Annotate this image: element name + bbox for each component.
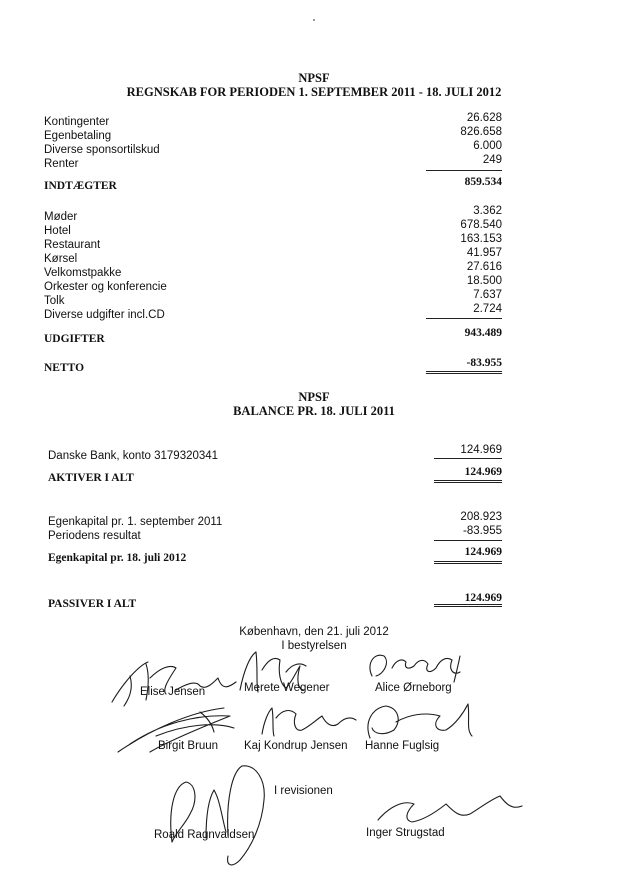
netto-value: -83.955 — [466, 357, 502, 369]
expense-total-value: 943.489 — [464, 327, 502, 339]
signer-name: Roald Ragnvaldsen — [154, 829, 255, 841]
expense-value: 3.362 — [473, 205, 502, 217]
income-value: 826.658 — [460, 126, 502, 138]
signer-name: Hanne Fuglsig — [365, 740, 440, 752]
expense-label: Kørsel — [44, 253, 78, 265]
regnskab-title: REGNSKAB FOR PERIODEN 1. SEPTEMBER 2011 - 18. JULI 2012 — [126, 85, 502, 99]
egenkapital-end-label: Egenkapital pr. 18. juli 2012 — [48, 552, 187, 564]
place-date: København, den 21. juli 2012 — [239, 626, 389, 638]
expense-value: 18.500 — [466, 275, 502, 287]
passiver-label: PASSIVER I ALT — [48, 598, 137, 610]
expense-label: Restaurant — [44, 239, 101, 251]
balance-org: NPSF — [298, 390, 330, 404]
signer-name: Inger Strugstad — [366, 827, 445, 839]
egenkapital-end-value: 124.969 — [464, 546, 502, 558]
aktiver-label: AKTIVER I ALT — [48, 472, 134, 484]
expense-value: 41.957 — [466, 247, 502, 259]
signer-name: Elise Jensen — [140, 686, 206, 698]
regnskab-org: NPSF — [298, 71, 330, 85]
aktiver-value: 124.969 — [464, 466, 502, 478]
signer-name: Merete Wegener — [244, 682, 330, 694]
income-total-label: INDTÆGTER — [44, 180, 117, 192]
expense-label: Møder — [44, 211, 78, 223]
expense-label: Tolk — [44, 295, 65, 307]
income-label: Kontingenter — [44, 116, 110, 128]
signer-name: Kaj Kondrup Jensen — [244, 740, 348, 752]
expense-value: 7.637 — [473, 289, 502, 301]
income-label: Diverse sponsortilskud — [44, 144, 160, 156]
expense-label: Velkomstpakke — [44, 267, 122, 279]
bank-label: Danske Bank, konto 3179320341 — [48, 450, 219, 462]
expense-value: 678.540 — [460, 219, 502, 231]
income-total-value: 859.534 — [464, 176, 502, 188]
egenkapital-start-value: 208.923 — [460, 511, 502, 523]
egenkapital-start-label: Egenkapital pr. 1. september 2011 — [48, 516, 223, 528]
signer-name: Alice Ørneborg — [375, 682, 452, 694]
expense-total-label: UDGIFTER — [44, 333, 105, 345]
expense-label: Diverse udgifter incl.CD — [44, 309, 165, 321]
income-value: 249 — [482, 154, 502, 166]
board-heading: I bestyrelsen — [281, 640, 347, 652]
expense-label: Hotel — [44, 225, 71, 237]
income-label: Renter — [44, 158, 79, 170]
netto-label: NETTO — [44, 362, 85, 374]
bank-value: 124.969 — [460, 444, 502, 456]
periode-resultat-label: Periodens resultat — [48, 530, 141, 542]
audit-heading: I revisionen — [274, 785, 333, 797]
expense-value: 163.153 — [460, 233, 502, 245]
passiver-value: 124.969 — [464, 592, 502, 604]
periode-resultat-value: -83.955 — [462, 525, 502, 537]
signer-name: Birgit Bruun — [158, 740, 219, 752]
expense-label: Orkester og konferencie — [44, 281, 167, 293]
expense-value: 2.724 — [473, 303, 502, 315]
income-label: Egenbetaling — [44, 130, 112, 142]
expense-value: 27.616 — [466, 261, 502, 273]
balance-title: BALANCE PR. 18. JULI 2011 — [233, 404, 395, 418]
income-value: 6.000 — [473, 140, 502, 152]
income-value: 26.628 — [466, 112, 502, 124]
